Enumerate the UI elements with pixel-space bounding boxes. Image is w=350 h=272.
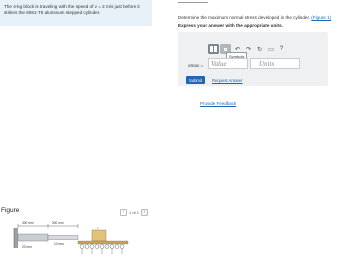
figure-label: Figure [1,207,20,214]
problem-text-line1: The 4-kg block is traveling with the speed of v = 2 m/s just before it [4,4,140,9]
templates-icon [210,46,217,53]
figure-link[interactable]: (Figure 1) [311,15,332,20]
value-placeholder: Value [211,59,227,68]
help-icon[interactable]: ? [279,46,284,52]
units-placeholder: Units [259,59,275,68]
dim-left-label: 300 mm [22,221,34,225]
dim-right-label: 300 mm [52,221,64,225]
fixed-wall [14,228,18,248]
provide-feedback-link[interactable]: Provide Feedback [200,101,237,106]
question-prompt: Determine the maximum normal stress developed in the cylinder. [178,15,311,20]
mu-icon [224,48,227,51]
submit-button[interactable]: Submit [186,76,205,84]
small-cylinder-section [48,236,78,240]
undo-icon[interactable]: ↶ [235,46,241,53]
next-figure-button[interactable] [141,209,148,216]
block [92,230,106,241]
chevron-right-icon: › [143,209,146,215]
speed-label: v [97,226,99,230]
question-text [178,15,350,21]
redo-icon[interactable]: ↷ [246,46,252,53]
dia-small-label: 10 mm [54,242,64,246]
part-header-divider [178,0,208,3]
templates-button[interactable] [208,44,219,54]
roller-supports [82,249,122,255]
request-answer-link[interactable]: Request Answer [212,78,243,83]
value-input[interactable] [208,58,248,69]
large-cylinder-section [18,234,48,241]
chevron-left-icon: ‹ [122,209,125,215]
figure-pager [120,208,154,216]
figure-image [2,218,152,267]
sigma-max-label: σmax = [188,63,204,68]
figure-page-indicator: 1 of 1 [129,209,140,215]
reset-icon[interactable]: ↻ [257,46,263,53]
roller-track [78,241,128,244]
question-column [170,0,350,267]
dia-large-label: 20 mm [22,245,32,249]
problem-statement [0,0,152,26]
keyboard-icon[interactable]: ▭ [268,46,274,53]
problem-text-line2: strikes the 6061-T6 aluminum stepped cylinder. [4,10,101,15]
stepped-cylinder-diagram [2,218,152,267]
answer-instruction: Express your answer with the appropriate units. [178,23,283,28]
units-input[interactable] [250,58,300,69]
rollers [80,245,124,249]
symbols-tooltip: Symbols [226,52,247,60]
prev-figure-button[interactable] [120,209,127,216]
